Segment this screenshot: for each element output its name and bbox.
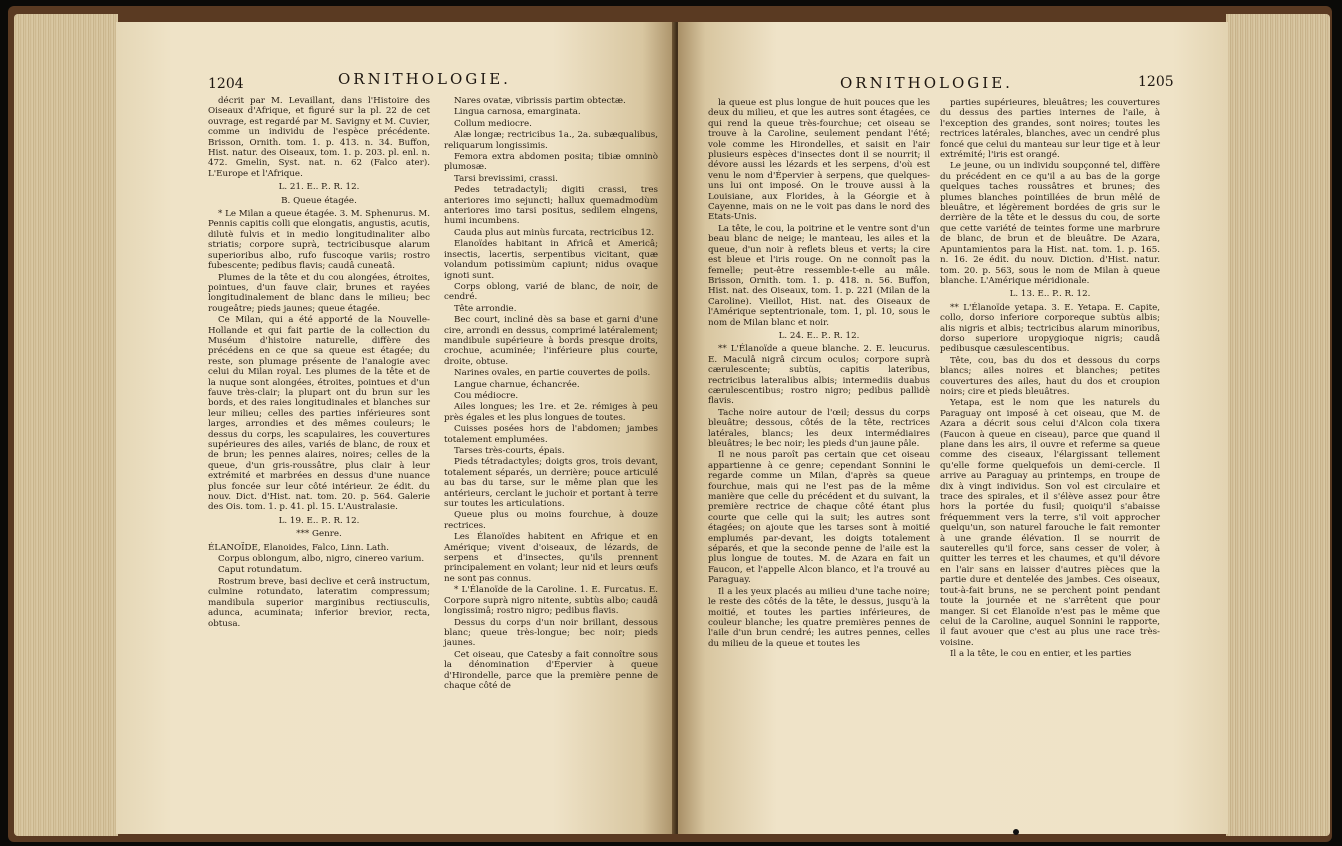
text-column (444, 96, 658, 692)
paragraph: Tarsi brevissimi, crassi. (454, 173, 558, 184)
caption-line: L. 24. E.. P.. R. 12. (778, 330, 860, 341)
paragraph: Cuisses posées hors de l'abdomen; jambes totalement emplumées. (444, 424, 658, 445)
text-column (940, 98, 1160, 661)
paragraph: Rostrum breve, basi declive et cerâ instructum, culmine rotundato, lateratim compressum; mandibula superior marginibus rectiusculis, adunca, acuminata; inferior brevior, recta, obtusa. (208, 576, 430, 629)
paragraph: Il ne nous paroît pas certain que cet oiseau appartienne à ce genre; cependant Sonnini le regarde comme un Milan, d'après sa queue fourchue, mais qui ne l'est pas de la même manière que celle du précédent et du suivant, la première rectrice de chaque côté étant plus courte que celle qui la suit; les autres sont étagées; on ajoute que les tarses sont à moitié emplumés par-devant, les doigts totalement séparés, et que la seconde penne de l'aile est la plus longue de toutes. M. de Azara en fait un Faucon, et l'appelle Alcon blanco, et l'a trouvé au Paraguay. (708, 450, 930, 586)
paragraph: ÉLANOÏDE, Elanoides, Falco, Linn. Lath. (208, 542, 390, 553)
paragraph: Elanoïdes habitant in Africâ et Americâ; insectis, lacertis, serpentibus vicitant, quæ volandum potissimùm capiunt; nidus ovaque ignoti sunt. (444, 239, 658, 281)
text-column (708, 98, 930, 650)
paragraph: Cet oiseau, que Catesby a fait connoître sous la dénomination d'Épervier à queue d'Hirondelle, parce que la première penne de chaque côté de (444, 649, 658, 691)
paragraph: Dessus du corps d'un noir brillant, dessous blanc; queue très-longue; bec noir; pieds jaunes. (444, 617, 658, 649)
paragraph: parties supérieures, bleuâtres; les couvertures du dessus des parties internes de l'aile, à l'exception des grandes, sont noires; toutes les rectrices latérales, blanches, avec un cendré plus foncé que celui du manteau sur leur tige et à leur extrémité; l'iris est orangé. (940, 98, 1160, 161)
paragraph: Nares ovatæ, vibrissis partim obtectæ. (454, 96, 626, 106)
paragraph: La tête, le cou, la poitrine et le ventre sont d'un beau blanc de neige; le manteau, les ailes et la queue, d'un noir à reflets bleus et verts; la cire est bleue et l'iris rouge. On ne connoît pas la femelle; peut-être ressemble-t-elle au mâle. Brisson, Ornith. tom. 1. p. 418. n. 56. Buffon, Hist. nat. des Oiseaux, tom. 1. p. 221 (Milan de la Caroline). Vieillot, Hist. nat. des Oiseaux de l'Amérique septentrionale, tom. 1, pl. 10, sous le nom de Milan blanc et noir. (708, 223, 930, 328)
paragraph: Femora extra abdomen posita; tibiæ omninò plumosæ. (444, 152, 658, 173)
paragraph: Cou médiocre. (454, 390, 519, 401)
caption-line: L. 19. E.. P.. R. 12. (278, 515, 360, 526)
caption-line: L. 21. E.. P.. R. 12. (278, 182, 360, 193)
paragraph: ** L'Élanoïde yetapa. 3. E. Yetapa. E. Capite, collo, dorso inferiore corporeque subtùs albis; alis nigris et albis; tectricibus alarum minoribus, dorso superiore uropygioque nigris; caudâ pedibusque cæsulescentibus. (940, 302, 1160, 355)
paragraph: Cauda plus aut minùs furcata, rectricibus 12. (454, 227, 655, 238)
paragraph: Ailes longues; les 1re. et 2e. rémiges à peu près égales et les plus longues de toutes. (444, 402, 658, 423)
paragraph: Ce Milan, qui a été apporté de la Nouvelle-Hollande et qui fait partie de la collection du Muséum d'histoire naturelle, diffère des précédens en ce que sa queue est étagée; du reste, son plumage présente de l'analogie avec celui du Milan royal. Les plumes de la tête et de la nuque sont alongées, étroites, pointues et d'un fauve très-clair; la plupart ont du brun sur les bords, et des raies longitudinales et blanches sur leur milieu; celles des parties inférieures sont larges, arrondies et des mêmes couleurs; le dessus du corps, les scapulaires, les couvertures supérieures des ailes, variés de blanc, de roux et de brun; les pennes alaires, noires; celles de la queue, d'un gris-roussâtre, plus clair à leur extrémité et marbrées en dessus d'une nuance plus foncée sur leur côté intérieur. 2e édit. du nouv. Dict. d'Hist. nat. tom. 20. p. 564. Galerie des Ois. tom. 1. p. 41. pl. 15. L'Australasie. (208, 315, 430, 513)
paragraph: Pedes tetradactyli; digiti crassi, tres anteriores imo sejuncti; hallux quemadmodùm anteriores imo tarsi positus, sedilem elngens, humi incumbens. (444, 185, 658, 227)
paragraph: Tête, cou, bas du dos et dessous du corps blancs; ailes noires et blanches; petites couvertures des ailes, haut du dos et croupion noirs; cire et pieds bleuâtres. (940, 355, 1160, 397)
paragraph: Queue plus ou moins fourchue, à douze rectrices. (444, 510, 658, 531)
page-number: 1205 (1138, 74, 1174, 90)
page-edges-right (1226, 14, 1330, 836)
caption-line: L. 13. E.. P.. R. 12. (1009, 289, 1091, 300)
page-edges-left (14, 14, 118, 836)
page-number: 1204 (208, 76, 244, 92)
paragraph: Narines ovales, en partie couvertes de poils. (454, 368, 651, 379)
paragraph: Langue charnue, échancrée. (454, 379, 580, 390)
paragraph: * L'Élanoïde de la Caroline. 1. E. Furcatus. E. Corpore suprà nigro nitente, subtùs albo; caudâ longissimâ; rostro nigro; pedibus flavis. (444, 585, 658, 617)
paragraph: Caput rotundatum. (218, 565, 303, 576)
paragraph: Tête arrondie. (454, 303, 517, 314)
paragraph: Collum mediocre. (454, 118, 532, 129)
paragraph: la queue est plus longue de huit pouces que les deux du milieu, et que les autres sont étagées, ce qui rend la queue très-fourchue; cet oiseau se trouve à la Caroline, seulement pendant l'été; vole comme les Hirondelles, et saisit en l'air plusieurs espèces d'insectes dont il se nourrit; il dévore aussi les lézards et les serpens, d'où est venu le nom d'Épervier à serpens, que quelques-uns lui ont imposé. On le trouve aussi à la Louisiane, aux Florides, à la Géorgie et à Cayenne, mais on ne le voit pas dans le nord des Etats-Unis. (708, 98, 930, 223)
paragraph: Bec court, incliné dès sa base et garni d'une cire, arrondi en dessus, comprimé latéralement; mandibule supérieure à bords presque droits, crochue, acuminée; l'inférieure plus courte, droite, obtuse. (444, 315, 658, 367)
caption-line: *** Genre. (296, 529, 342, 540)
right-page (678, 22, 1228, 834)
text-column (208, 96, 430, 630)
running-head: ORNITHOLOGIE. (338, 70, 511, 88)
left-page (116, 22, 676, 834)
paragraph: Il a les yeux placés au milieu d'une tache noire; le reste des côtés de la tête, le dessus, jusqu'à la moitié, et toutes les parties inférieures, de couleur blanche; les quatre premières pennes de l'aile d'un brun cendré; les autres pennes, celles du milieu de la queue et toutes les (708, 586, 930, 649)
paragraph: Lingua carnosa, emarginata. (454, 107, 581, 118)
paragraph: Alæ longæ; rectricibus 1a., 2a. subæqualibus, reliquarum longissimis. (444, 130, 658, 151)
paragraph: Corps oblong, varié de blanc, de noir, de cendré. (444, 281, 658, 303)
paragraph: Le jeune, ou un individu soupçonné tel, diffère du précédent en ce qu'il a au bas de la gorge quelques taches roussâtres et brunes; des plumes blanches pointillées de brun mêlé de bleuâtre, et légèrement bordées de gris sur le derrière de la tête et le dessus du cou, de sorte que cette variété de teintes forme une marbrure de blanc, de brun et de bleuâtre. De Azara, Apuntamientos para la Hist. nat. tom. 1. p. 165. n. 16. 2e édit. du nouv. Diction. d'Hist. natur. tom. 20. p. 563, sous le nom de Milan à queue blanche. L'Amérique méridionale. (940, 161, 1160, 286)
paragraph: * Le Milan a queue étagée. 3. M. Sphenurus. M. Pennis capitis colli que elongatis, angustis, acutis, dilutè fulvis et in medio longitudinaliter albo striatis; corpore suprà, tectricibusque alarum superioribus albo, rufo fuscoque variis; rostro fubescente; pedibus flavis; caudâ cuneatâ. (208, 209, 430, 272)
paragraph: Tarses très-courts, épais. (454, 446, 565, 456)
running-head: ORNITHOLOGIE. (840, 74, 1013, 92)
paragraph: Les Élanoïdes habitent en Afrique et en Amérique; vivent d'oiseaux, de lézards, de serpens et d'insectes, qu'ils prennent principalement en volant; leur nid et leurs œufs ne sont pas connus. (444, 532, 658, 584)
paragraph: Yetapa, est le nom que les naturels du Paraguay ont imposé à cet oiseau, que M. de Azara a décrit sous celui d'Alcon cola tixera (Faucon à queue en ciseau), parce que quand il plane dans les airs, il ouvre et referme sa queue comme des ciseaux, l'élargissant tellement qu'elle forme quelquefois un demi-cercle. Il arrive au Paraguay au printemps, en troupe de dix à vingt individus. Son vol est circulaire et trace des spirales, et il s'élève assez pour être hors la portée du fusil; quoiqu'il s'abaisse fréquemment vers la terre, s'il voit approcher quelqu'un, son naturel farouche le fait remonter à une grande élévation. Il se nourrit de sauterelles qu'il force, sans cesser de voler, à quitter les terres et les chaumes, et qu'il dévore en l'air sans en laisser d'autres pièces que la partie dure et dentelée des jambes. Ces oiseaux, tout-à-fait bruns, ne se perchent point pendant toute la journée et ne s'arrêtent que pour manger. Si cet Élanoïde n'est pas le même que celui de la Caroline, auquel Sonnini le rapporte, il faut avouer que c'est au plus une race très-voisine. (940, 398, 1160, 648)
paragraph: Corpus oblongum, albo, nigro, cinereo varium. (218, 554, 425, 565)
caption-line: B. Queue étagée. (281, 195, 357, 206)
paragraph: Tache noire autour de l'œil; dessus du corps bleuâtre; dessous, côtés de la tête, rectrices latérales, blancs; les deux intermédiaires bleuâtres; le bec noir; les pieds d'un jaune pâle. (708, 407, 930, 449)
paragraph: décrit par M. Levaillant, dans l'Histoire des Oiseaux d'Afrique, et figuré sur la pl. 22 de cet ouvrage, est regardé par M. Savigny et M. Cuvier, comme un individu de l'espèce précédente. Brisson, Ornith. tom. 1. p. 413. n. 34. Buffon, Hist. natur. des Oiseaux, tom. 1. p. 203. pl. enl. n. 472. Gmelin, Syst. nat. n. 62 (Falco ater). L'Europe et l'Afrique. (208, 96, 430, 179)
paragraph: ** L'Élanoïde a queue blanche. 2. E. leucurus. E. Maculâ nigrâ circum oculos; corpore suprà cærulescente; subtùs, capitis lateribus, rectricibus lateralibus albis; intermediis duabus cærulescentibus; rostro nigro; pedibus pallidè flavis. (708, 344, 930, 407)
paragraph: Plumes de la tête et du cou alongées, étroites, pointues, d'un fauve clair, brunes et rayées longitudinalement de blanc dans le milieu; bec rougeâtre; pieds jaunes; queue étagée. (208, 272, 430, 314)
paragraph: Pieds tétradactyles; doigts gros, trois devant, totalement séparés, un derrière; pouce articulé au bas du tarse, sur le même plan que les antérieurs, cerclant le juchoir et portant à terre sur toutes les articulations. (444, 457, 658, 510)
binding-hole (1013, 829, 1019, 835)
paragraph: Il a la tête, le cou en entier, et les parties (950, 649, 1132, 660)
